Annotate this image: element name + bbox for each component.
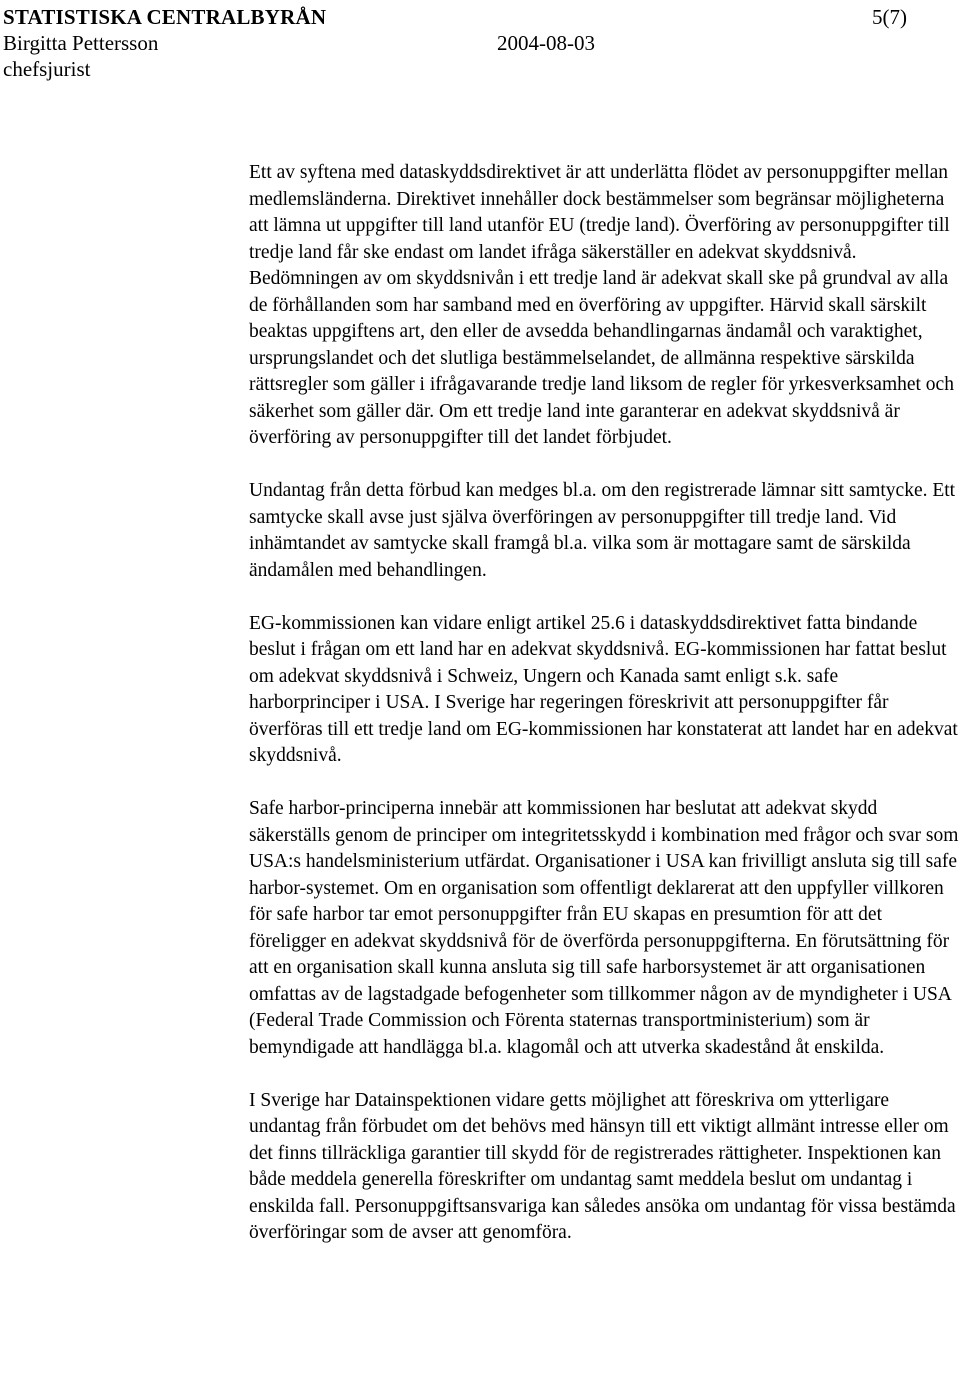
paragraph-datainspektionen: I Sverige har Datainspektionen vidare getts möjlighet att föreskriva om ytterligare undantag från förbudet om det behövs med hänsyn till ett viktigt allmänt intresse eller om det finns tillräckliga garantier till skydd för de registrerades rättigheter. Inspektionen kan både meddela generella föreskrifter om undantag samt meddela beslut om undantag i enskilda fall. Personuppgiftsansvariga kan således ansöka om undantag för vissa bestämda överföringar som de avser att genomföra.	[249, 1089, 956, 1243]
header-row-3	[0, 52, 960, 81]
paragraph-dataskyddsdirektivet: Ett av syftena med dataskyddsdirektivet är att underlätta flödet av personuppgifter mellan medlemsländerna. Direktivet innehåller dock bestämmelser som begränsar möjligheterna att lämna ut uppgifter till land utanför EU (tredje land). Överföring av personuppgifter till tredje land får ske endast om landet ifråga säkerställer en adekvat skyddsnivå. Bedömningen av om skyddsnivån i ett tredje land är adekvat skall ske på grundval av alla de förhållanden som har samband med en överföring av uppgifter. Härvid skall särskilt beaktas uppgiftens art, den eller de avsedda behandlingarnas ändamål och varaktighet, ursprungslandet och det slutliga bestämmelselandet, de allmänna respektive särskilda rättsregler som gäller i ifrågavarande tredje land liksom de regler för yrkesverksamhet och säkerhet som gäller där. Om ett tredje land inte garanterar en adekvat skyddsnivå är överföring av personuppgifter till det landet förbjudet.	[249, 162, 954, 448]
page-number: 5(7)	[872, 5, 907, 29]
author-name: Birgitta Pettersson	[3, 31, 159, 55]
header-row-2	[0, 26, 960, 55]
paragraph-safe-harbor: Safe harbor-principerna innebär att kommissionen har beslutat att adekvat skydd säkerställs genom de principer om integritetsskydd i kombination med frågor och svar som USA:s handelsministerium utfärdat. Organisationer i USA kan frivilligt ansluta sig till safe harbor-systemet. Om en organisation som offentligt deklarerat att den uppfyller villkoren för safe harbor tar emot personuppgifter från EU skapas en presumtion för att det föreligger en adekvat skyddsnivå för de överförda personuppgifterna. En förutsättning för att en organisation skall kunna ansluta sig till safe harborsystemet är att organisationen omfattas av de lagstadgade befogenheter som tillkommer någon av de myndigheter i USA (Federal Trade Commission och Förenta staternas transportministerium) som är bemyndigade att handlägga bl.a. klagomål och att utverka skadestånd åt enskilda.	[249, 798, 959, 1058]
document-date: 2004-08-03	[497, 31, 595, 55]
document-body	[249, 160, 960, 1247]
paragraph-undantag: Undantag från detta förbud kan medges bl.a. om den registrerade lämnar sitt samtycke. Ett samtycke skall avse just själva överföringen av personuppgifter till tredje land. Vid inhämtandet av samtycke skall framgå bl.a. vilka som är mottagare samt de särskilda ändamålen med behandlingen.	[249, 480, 956, 581]
author-role: chefsjurist	[3, 57, 91, 81]
page-header	[0, 0, 960, 81]
header-row-1	[0, 0, 960, 29]
organization-name: STATISTISKA CENTRALBYRÅN	[3, 5, 327, 29]
paragraph-eg-kommissionen: EG-kommissionen kan vidare enligt artikel 25.6 i dataskyddsdirektivet fatta bindande beslut i frågan om ett land har en adekvat skyddsnivå. EG-kommissionen har fattat beslut om adekvat skyddsnivå i Schweiz, Ungern och Kanada samt enligt s.k. safe harborprinciper i USA. I Sverige har regeringen föreskrivit att personuppgifter får överföras till ett tredje land om EG-kommissionen har konstaterat att landet har en adekvat skyddsnivå.	[249, 612, 958, 766]
